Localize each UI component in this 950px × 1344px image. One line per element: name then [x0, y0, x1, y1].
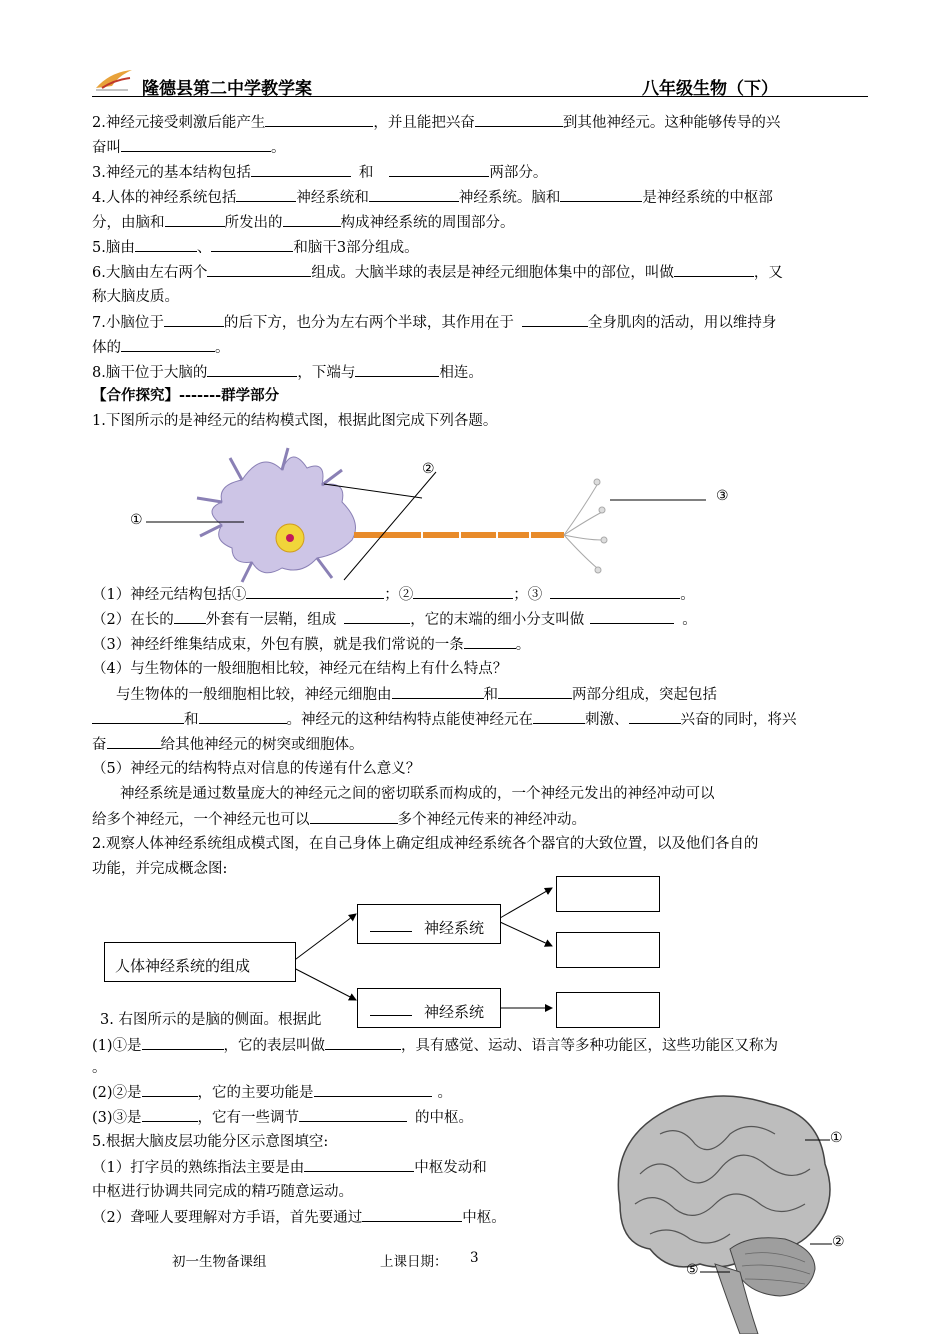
question-5-sub-2: （2）聋哑人要理解对方手语，首先要通过 中枢。: [92, 1207, 506, 1228]
sub-question-4-answer-2: 和 。神经元的这种结构特点能使神经元在 刺激、 兴奋的同时，将兴: [92, 709, 797, 730]
sub-question-4-answer-1: 与生物体的一般细胞相比较，神经元细胞由 和 两部分组成，突起包括: [116, 684, 717, 705]
sub-question-3: （3）神经纤维集结成束，外包有膜，就是我们常说的一条 。: [92, 634, 530, 655]
question-4-line-1: 4.人体的神经系统包括 神经系统和 神经系统。脑和 是神经系统的中枢部: [92, 187, 773, 208]
explore-question-3: 3. 右图所示的是脑的侧面。根据此: [100, 1012, 322, 1028]
footer-group: 初一生物备课组: [172, 1254, 267, 1270]
question-7-line-2: 体的 。: [92, 337, 230, 358]
concept-system-2-box: 神经系统: [357, 988, 501, 1028]
question-5: 5.脑由 、 和脑干3部分组成。: [92, 237, 419, 258]
sub-question-5: （5）神经元的结构特点对信息的传递有什么意义？: [92, 761, 421, 777]
neuron-label-1: ①: [130, 512, 143, 528]
question-5-sub-1-cont: 中枢进行协调共同完成的精巧随意运动。: [92, 1184, 353, 1200]
concept-answer-box-2[interactable]: [556, 932, 660, 968]
question-5-sub-1: （1）打字员的熟练指法主要是由 中枢发动和: [92, 1157, 487, 1178]
brain-question-1-end: 。: [92, 1060, 107, 1076]
brain-question-2: (2)②是 ，它的主要功能是 。: [92, 1082, 452, 1103]
brain-question-1: (1)①是 ，它的表层叫做 ，具有感觉、运动、语言等多种功能区，这些功能区又称为: [92, 1035, 778, 1056]
question-2-line-1: 2.神经元接受刺激后能产生 ，并且能把兴奋 到其他神经元。这种能够传导的兴: [92, 112, 780, 133]
sub-question-1: （1）神经元结构包括① ；② ；③ 。: [92, 584, 695, 605]
question-7-line-1: 7.小脑位于 的后下方，也分为左右两个半球，其作用在于 全身肌肉的活动，用以维持身: [92, 312, 776, 333]
footer-date-label: 上课日期：: [380, 1254, 448, 1270]
sub-question-5-answer-1: 神经系统是通过数量庞大的神经元之间的密切联系而构成的，一个神经元发出的神经冲动可以: [120, 786, 715, 802]
nerve-endings: [564, 479, 607, 573]
concept-root-box: 人体神经系统的组成: [104, 942, 296, 982]
school-logo-icon: [92, 66, 136, 92]
explore-question-5: 5.根据大脑皮层功能分区示意图填空:: [92, 1134, 329, 1150]
question-6-line-2: 称大脑皮质。: [92, 289, 179, 305]
footer-page-number: 3: [470, 1250, 479, 1266]
explore-question-2-line-2: 功能，并完成概念图:: [92, 861, 228, 877]
neuron-cell-body: [197, 448, 356, 582]
label-line-2b: [344, 472, 436, 580]
concept-answer-box-1[interactable]: [556, 876, 660, 912]
school-title: 隆德县第二中学教学案: [142, 79, 312, 99]
concept-system-1-box: 神经系统: [357, 904, 501, 944]
brain-question-3: (3)③是 ，它有一些调节 的中枢。: [92, 1107, 473, 1128]
brain-label-2: ②: [832, 1234, 845, 1250]
neuron-label-2: ②: [422, 461, 435, 477]
neuron-label-3: ③: [716, 488, 729, 504]
concept-answer-box-3[interactable]: [556, 992, 660, 1028]
sub-question-5-answer-2: 给多个神经元，一个神经元也可以 多个神经元传来的神经冲动。: [92, 809, 586, 830]
sub-question-2: （2）在长的 外套有一层鞘，组成 ，它的末端的细小分支叫做 。: [92, 609, 697, 630]
explore-question-1: 1.下图所示的是神经元的结构模式图，根据此图完成下列各题。: [92, 413, 498, 429]
neuron-axon: [354, 532, 564, 538]
sub-question-4: （4）与生物体的一般细胞相比较，神经元在结构上有什么特点？: [92, 661, 508, 677]
sub-question-4-answer-3: 奋 给其他神经元的树突或细胞体。: [92, 734, 364, 755]
cooperation-heading: 【合作探究】-------群学部分: [92, 387, 280, 404]
brain-side-view-image: [600, 1084, 860, 1334]
question-3: 3.神经元的基本结构包括 和 两部分。: [92, 162, 547, 183]
brain-label-1: ①: [830, 1130, 843, 1146]
subject-title: 八年级生物（下）: [642, 79, 778, 99]
question-8: 8.脑干位于大脑的 ，下端与 相连。: [92, 362, 483, 383]
explore-question-2-line-1: 2.观察人体神经系统组成模式图，在自己身体上确定组成神经系统各个器官的大致位置，以及他们各自的: [92, 836, 759, 852]
question-2-line-2: 奋叫 。: [92, 137, 286, 158]
brain-label-3: ⑤: [686, 1262, 699, 1278]
question-6-line-1: 6.大脑由左右两个 组成。大脑半球的表层是神经元细胞体集中的部位，叫做 ，又: [92, 262, 783, 283]
question-4-line-2: 分，由脑和 所发出的 构成神经系统的周围部分。: [92, 212, 515, 233]
